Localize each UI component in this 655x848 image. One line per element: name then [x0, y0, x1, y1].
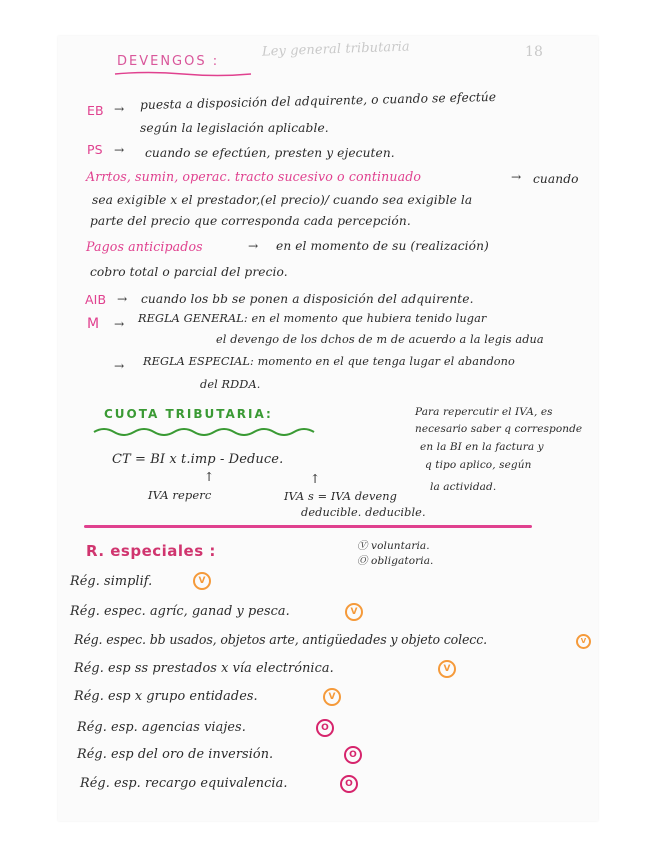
section-divider [84, 525, 532, 528]
cuota-heading: CUOTA TRIBUTARIA: [104, 407, 273, 421]
m-general-line1: REGLA GENERAL: en el momento que hubiera tenido lugar [138, 312, 487, 325]
aib-arrow: → [117, 292, 128, 306]
cuota-note-5: la actividad. [430, 481, 497, 493]
m-especial-line1: REGLA ESPECIAL: momento en el que tenga lugar el abandono [143, 355, 515, 368]
voluntary-mark-icon: V [576, 634, 591, 649]
cuota-label-iva-repercutido: IVA reperc [148, 488, 212, 502]
pagos-line1-tail: en el momento de su (realización) [276, 239, 489, 253]
voluntary-mark-icon: V [323, 688, 341, 706]
eb-arrow: → [114, 102, 125, 116]
regimen-item: Rég. esp. agencias viajes. [77, 720, 246, 735]
m-especial-line2: del RDDA. [200, 378, 261, 391]
legend-obligatoria: Ⓞ obligatoria. [357, 555, 434, 567]
pagos-line2: cobro total o parcial del precio. [90, 265, 288, 279]
ps-line1: cuando se efectúen, presten y ejecuten. [145, 146, 395, 160]
tag-m: M [87, 316, 100, 332]
tag-aib: AIB [85, 292, 107, 307]
cuota-note-3: en la BI en la factura y [420, 441, 544, 453]
voluntary-mark-icon: V [345, 603, 363, 621]
pagos-arrow: → [248, 239, 259, 253]
cuota-label-iva-soportado-2: deducible. deducible. [301, 506, 426, 519]
arrtos-line1-tail: cuando [533, 172, 579, 186]
arrtos-arrow: → [511, 170, 522, 184]
cuota-note-1: Para repercutir el IVA, es [415, 406, 553, 418]
m-arrow: → [114, 317, 125, 331]
mandatory-mark-icon: O [316, 719, 334, 737]
m-general-line2: el devengo de los dchos de m de acuerdo a la legis adua [216, 333, 544, 346]
faded-number: 18 [525, 44, 544, 60]
cuota-label-iva-soportado-1: IVA s = IVA deveng [284, 490, 397, 503]
especiales-heading: R. especiales : [86, 542, 216, 560]
regimen-item: Rég. espec. agríc, ganad y pesca. [70, 604, 290, 619]
regimen-item: Rég. esp del oro de inversión. [77, 747, 274, 762]
regimen-item: Rég. esp. recargo equivalencia. [80, 776, 288, 791]
voluntary-mark-icon: V [193, 572, 211, 590]
regimen-item: Rég. simplif. [70, 574, 153, 589]
aib-text: cuando los bb se ponen a disposición del adquirente. [141, 292, 474, 306]
arrtos-heading: Arrtos, sumin, operac. tracto sucesivo o continuado [86, 169, 422, 184]
cuota-note-2: necesario saber q corresponde [415, 423, 583, 435]
pagos-heading: Pagos anticipados [86, 239, 203, 254]
tag-ps: PS [87, 142, 103, 157]
eb-line2: según la legislación aplicable. [140, 121, 329, 135]
ps-arrow: → [114, 143, 125, 157]
regimen-item: Rég. esp ss prestados x vía electrónica. [74, 661, 334, 676]
m-especial-arrow: → [114, 359, 125, 373]
arrtos-line2: sea exigible x el prestador,(el precio)/ cuando sea exigible la [92, 193, 473, 207]
mandatory-mark-icon: O [340, 775, 358, 793]
faded-header: Ley general tributaria [261, 39, 410, 60]
cuota-arrow-1: ↑ [204, 470, 215, 484]
tag-eb: EB [87, 103, 104, 118]
voluntary-mark-icon: V [438, 660, 456, 678]
page-title: DEVENGOS : [117, 54, 220, 69]
arrtos-line3: parte del precio que corresponda cada percepción. [90, 214, 411, 228]
regimen-item: Rég. esp x grupo entidades. [74, 689, 258, 704]
cuota-note-4: q tipo aplico, según [425, 459, 532, 471]
cuota-arrow-2: ↑ [310, 472, 321, 486]
cuota-underline [92, 424, 318, 436]
title-underline [113, 70, 253, 78]
cuota-formula: CT = BI x t.imp - Deduce. [112, 452, 284, 467]
mandatory-mark-icon: O [344, 746, 362, 764]
regimen-item: Rég. espec. bb usados, objetos arte, antigüedades y objeto colecc. [74, 632, 487, 647]
legend-voluntaria: Ⓥ voluntaria. [357, 540, 430, 552]
eb-line1: puesta a disposición del adquirente, o cuando se efectúe [139, 89, 497, 112]
